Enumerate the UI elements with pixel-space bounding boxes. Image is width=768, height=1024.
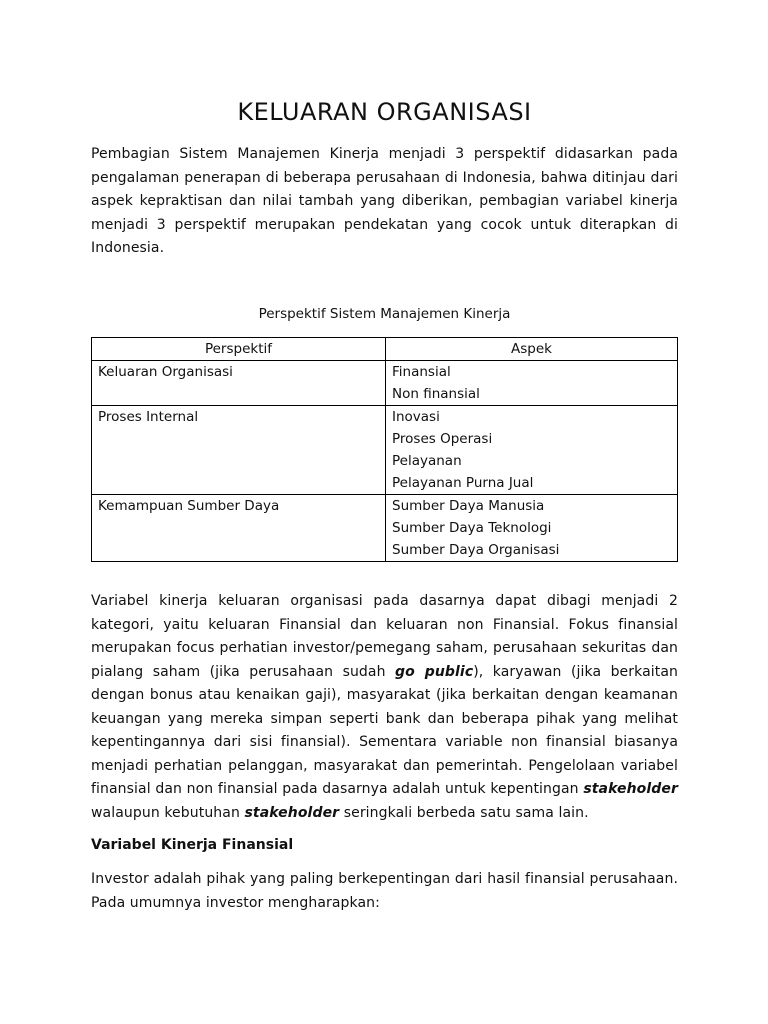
aspek-item: Proses Operasi [392,431,493,447]
emphasis-go-public: go public [395,663,474,680]
table-row [92,406,678,495]
section-heading: Variabel Kinerja Finansial [91,837,294,853]
aspek-cell [386,406,678,495]
body-text: ), karyawan (jika berkaitan dengan bonus atau kenaikan gaji), masyarakat (jika berkaitan dengan keamanan keuangan yang mereka simpan seperti bank dan beberapa pihak yang melihat kepentingannya dari sisi finansial). Sementara variable non finansial biasanya menjadi perhatian pelanggan, masyarakat dan pemerintah. Pengelolaan variabel finansial dan non finansial pada dasarnya adalah untuk kepentingan [91,663,678,797]
aspek-item: Pelayanan [392,453,462,469]
closing-paragraph: Investor adalah pihak yang paling berkepentingan dari hasil finansial perusahaan. Pada umumnya investor mengharapkan: [91,871,678,911]
body-text: seringkali berbeda satu sama lain. [339,804,589,821]
body-paragraph [91,590,678,825]
aspek-item: Pelayanan Purna Jual [392,475,534,491]
aspek-item: Finansial [392,364,451,380]
body-text: Variabel kinerja keluaran organisasi pada dasarnya dapat dibagi menjadi 2 kategori, yaitu keluaran Finansial dan keluaran non Finansial. Fokus finansial merupakan focus perhatian investor/pemegang saham, perusahaan sekuritas dan pialang saham (jika perusahaan sudah [91,593,678,680]
perspektif-cell: Kemampuan Sumber Daya [92,495,386,562]
emphasis-stakeholder: stakeholder [244,804,340,821]
aspek-item: Sumber Daya Teknologi [392,520,552,536]
intro-paragraph: Pembagian Sistem Manajemen Kinerja menjadi 3 perspektif didasarkan pada pengalaman penerapan di beberapa perusahaan di Indonesia, bahwa ditinjau dari aspek kepraktisan dan nilai tambah yang diberikan, pembagian variabel kinerja menjadi 3 perspektif merupakan pendekatan yang cocok untuk diterapkan di Indonesia. [91,146,678,256]
header-aspek: Aspek [386,338,678,361]
aspek-item: Sumber Daya Manusia [392,498,545,514]
table-header-row [92,338,678,361]
table-row [92,495,678,562]
aspek-cell [386,361,678,406]
table-row [92,361,678,406]
aspek-cell [386,495,678,562]
body-text: walaupun kebutuhan [91,804,245,821]
table-caption: Perspektif Sistem Manajemen Kinerja [258,306,511,322]
emphasis-stakeholder: stakeholder [583,781,678,797]
aspek-item: Inovasi [392,409,440,425]
aspek-item: Sumber Daya Organisasi [392,542,560,558]
perspektif-cell: Proses Internal [92,406,386,495]
perspektif-cell: Keluaran Organisasi [92,361,386,406]
perspective-table [91,337,678,562]
aspek-item: Non finansial [392,386,480,402]
header-perspektif: Perspektif [92,338,386,361]
page-title: KELUARAN ORGANISASI [237,98,532,126]
